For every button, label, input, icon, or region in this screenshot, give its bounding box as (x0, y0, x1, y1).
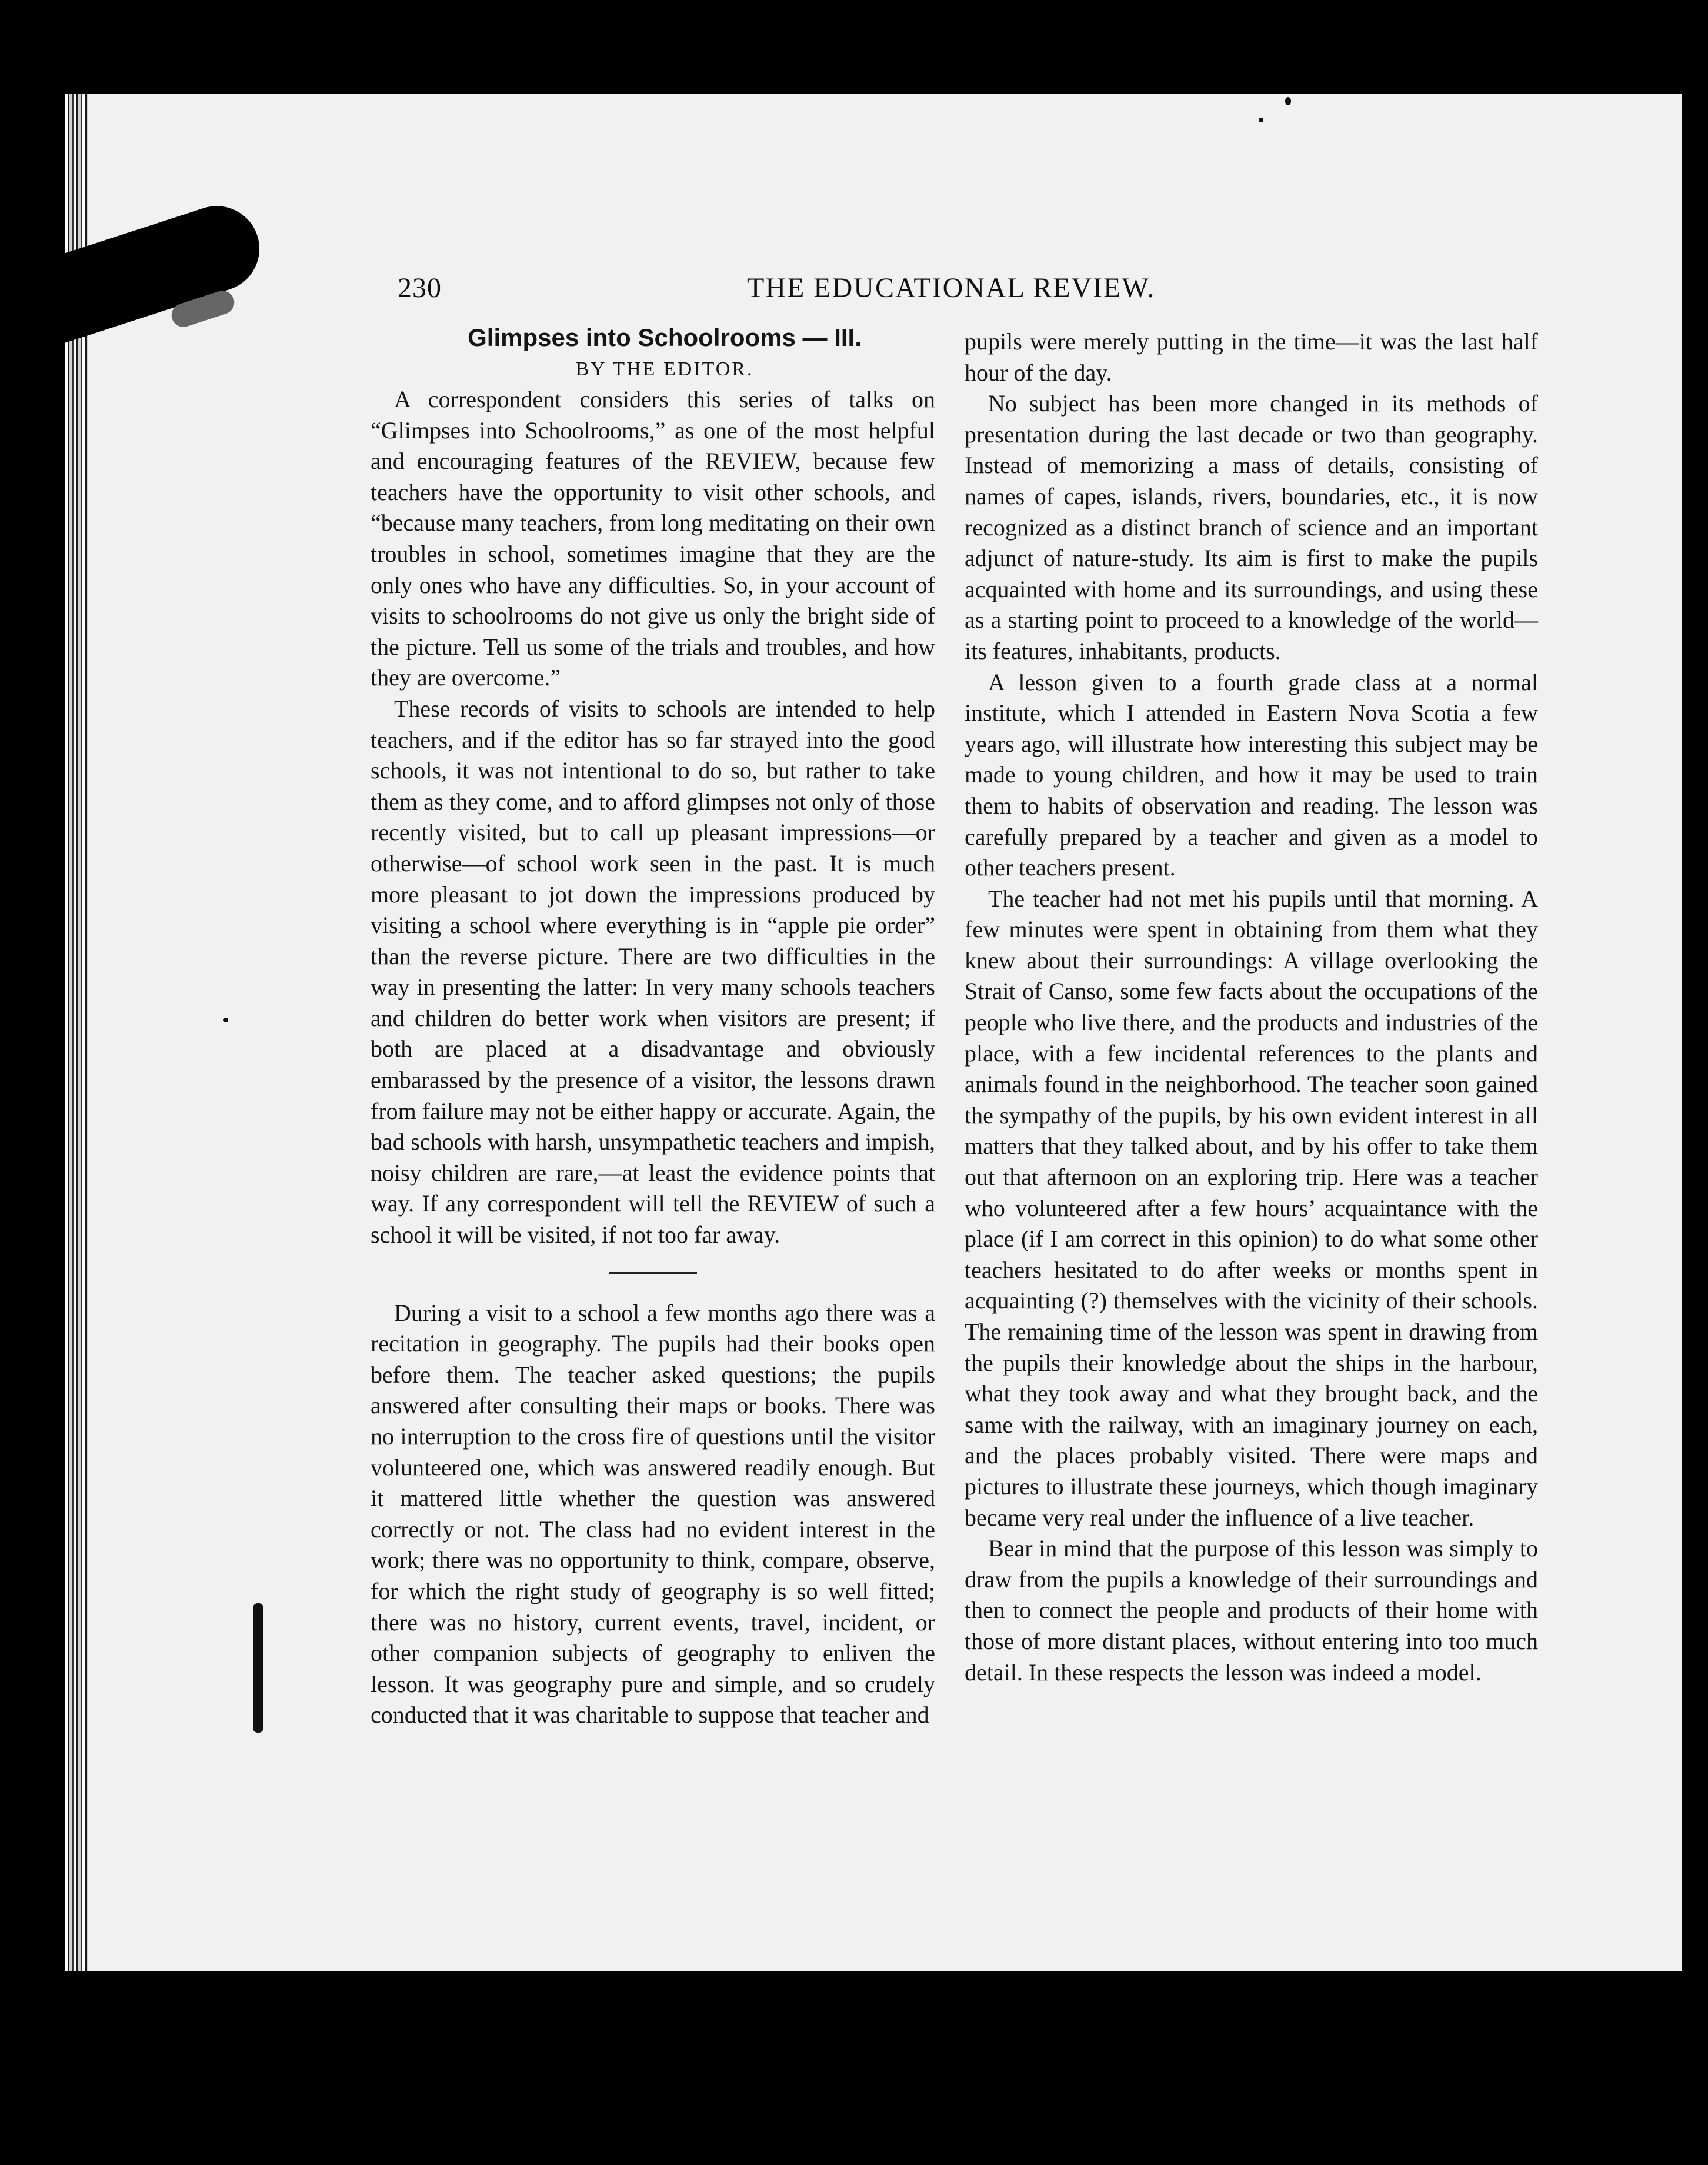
paragraph: A lesson given to a fourth grade class at a normal institute, which I attended in Eastern Nova Scotia a few years ago, will illustrate how interesting this subject may be made to young children, and how it may be used to train them to habits of observation and reading. The lesson was carefully prepared by a teacher and given as a model to other teachers present. (965, 668, 1538, 881)
paragraph: No subject has been more changed in its methods of presentation during the last decade or two than geography. Instead of memorizing a mass of details, consisting of names of capes, islands, rivers, boundaries, etc., it is now recognized as a distinct branch of science and an important adjunct of nature-study. Its aim is first to make the pupils acquainted with home and its surroundings, and using these as a starting point to proceed to a knowledge of the world—its features, inhabitants, products. (965, 390, 1538, 664)
facing-page-edge (1682, 94, 1708, 1971)
page-number: 230 (398, 272, 442, 304)
paragraph: During a visit to a school a few months ago there was a recitation in geography. The pupils had their books open before them. The teacher asked questions; the pupils answered after consulting their maps or books. There was no interruption to the cross fire of questions until the visitor volunteered one, which was answered readily enough. But it mattered little whether the question was answered correctly or not. The class had no evident interest in the work; there was no opportunity to think, compare, observe, for which the right study of geography is so well fitted; there was no history, current events, travel, incident, or other companion subjects of geography to enliven the lesson. It was geography pure and simple, and so crudely conducted that it was charitable to suppose that teacher and (371, 1299, 935, 1728)
paragraph: These records of visits to schools are intended to help teachers, and if the editor has so far strayed into the good schools, it was not intentional to do so, but rather to take them as they come, and to afford glimpses not only of those recently visited, but to call up pleasant impressions—or otherwise—of school work seen in the past. It is much more pleasant to jot down the impressions produced by visiting a school where everything is in “apple pie order” than the reverse picture. There are two difficulties in the way in presenting the latter: In very many schools teachers and children do better work when visitors are present; if both are placed at a disadvantage and obviously embarassed by the presence of a visitor, the lessons drawn from failure may not be either happy or accurate. Again, the bad schools with harsh, unsympathetic teachers and impish, noisy children are rare,—at least the evidence points that way. If any correspondent will tell the REVIEW of such a school it will be visited, if not too far away. (371, 695, 935, 1248)
left-column (371, 321, 935, 1731)
paragraph: Bear in mind that the purpose of this lesson was simply to draw from the pupils a knowledge of their surroundings and then to connect the people and products of their home with those of more distant places, without entering into too much detail. In these respects the lesson was indeed a model. (965, 1535, 1538, 1686)
article-byline: BY THE EDITOR. (575, 358, 754, 380)
right-column (965, 327, 1538, 1688)
article-title: Glimpses into Schoolrooms — III. (468, 324, 862, 351)
dust-speck (1259, 118, 1263, 122)
paragraph: A correspondent considers this series of talks on “Glimpses into Schoolrooms,” as one of the most helpful and encouraging features of the REVIEW, because few teachers have the opportunity to visit other schools, and “because many teachers, from long meditating on their own troubles in school, sometimes imagine that they are the only ones who have any difficulties. So, in your account of visits to schoolrooms do not give us only the bright side of the picture. Tell us some of the trials and troubles, and how they are overcome.” (371, 386, 935, 691)
paragraph: The teacher had not met his pupils until that morning. A few minutes were spent in obtaining from them what they knew about their surroundings: A village overlooking the Strait of Canso, some few facts about the occupations of the people who live there, and the products and industries of the place, with a few incidental references to the plants and animals found in the neighborhood. The teacher soon gained the sympathy of the pupils, by his own evident interest in all matters that they talked about, and by his offer to take them out that afternoon on an exploring trip. Here was a teacher who volunteered after a few hours’ acquaintance with the place (if I am correct in this opinion) to do what some other teachers hesitated to do after weeks or months spent in acquainting (?) themselves with the vicinity of their schools. The remaining time of the lesson was spent in drawing from the pupils their knowledge about the ships in the harbour, what they took away and what they brought back, and the same with the railway, with an imaginary journey on each, and the places probably visited. There were maps and pictures to illustrate these journeys, which though imaginary became very real under the influence of a live teacher. (965, 885, 1538, 1531)
section-divider (609, 1272, 697, 1274)
dust-speck (1285, 97, 1291, 105)
page-header (376, 272, 1541, 313)
dust-speck (223, 1018, 228, 1022)
running-title: THE EDUCATIONAL REVIEW. (747, 272, 1156, 304)
dust-speck (253, 1603, 263, 1733)
paragraph: pupils were merely putting in the time—it was the last half hour of the day. (965, 328, 1538, 386)
